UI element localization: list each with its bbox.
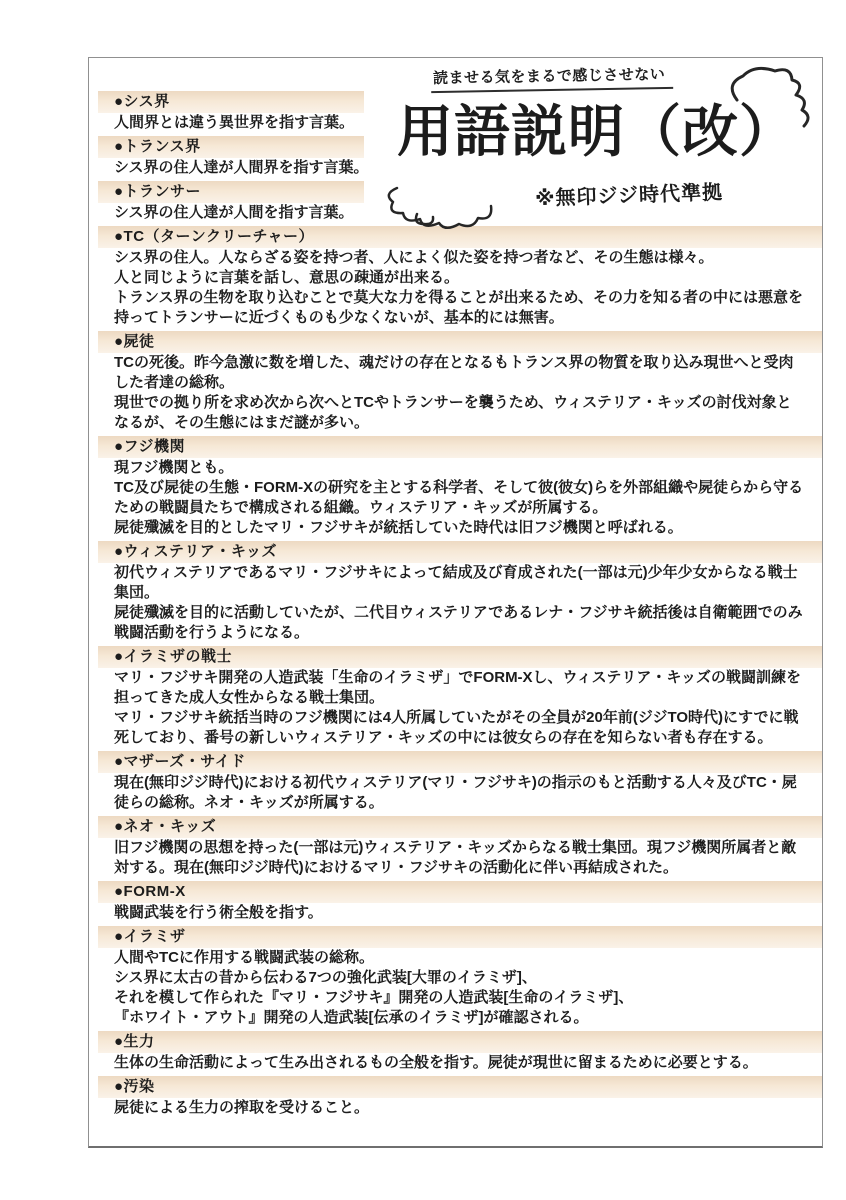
definition-line: 『ホワイト・アウト』開発の人造武装[伝承のイラミザ]が確認される。 [114,1009,589,1026]
term-header: ●シス界 [98,91,364,113]
definition-line: 持ってトランサーに近づくものも少なくないが、基本的には無害。 [114,309,564,326]
term-header: ●ネオ・キッズ [98,816,822,838]
title-tagline: 読ませる気をまるで感じさせない [431,63,674,93]
term-header: ●汚染 [98,1076,822,1098]
definition-line: 人間やTCに作用する戦闘武装の総称。 [114,949,374,966]
definition-line: なるが、その生態にはまだ謎が多い。 [114,414,370,431]
page-title: 用語説明（改） [397,100,796,163]
glossary-list [98,91,822,1121]
definition-line: 生体の生命活動によって生み出されるもの全般を指す。屍徒が現世に留まるために必要とする。 [114,1054,758,1071]
glossary-entry [98,816,822,878]
page-frame [88,57,823,1148]
definition-line: 戦闘活動を行うようになる。 [114,624,310,641]
definition-line: TC及び屍徒の生態・FORM-Xの研究を主とする科学者、そして彼(彼女)らを外部組織や屍徒らから守る [114,479,804,496]
definition-line: マリ・フジサキ開発の人造武装「生命のイラミザ」でFORM-Xし、ウィステリア・キッズの戦闘訓練を [114,669,802,686]
term-header: ●生力 [98,1031,822,1053]
title-note: ※無印ジジ時代準拠 [534,181,724,211]
term-header: ●イラミザ [98,926,822,948]
definition-line: 戦闘武装を行う術全般を指す。 [114,904,323,921]
definition-line: 屍徒殲滅を目的としたマリ・フジサキが統括していた時代は旧フジ機関と呼ばれる。 [114,519,683,536]
definition-line: シス界の住人。人ならざる姿を持つ者、人によく似た姿を持つ者など、その生態は様々。 [114,249,714,266]
definition-line: 対する。現在(無印ジジ時代)におけるマリ・フジサキの活動化に伴い再結成された。 [114,859,679,876]
definition-line: 現在(無印ジジ時代)における初代ウィステリア(マリ・フジサキ)の指示のもと活動する人々及びTC・屍 [114,774,797,791]
definition-line: トランス界の生物を取り込むことで莫大な力を得ることが出来るため、その力を知る者の中には悪意を [114,289,803,306]
definition-line: 徒らの総称。ネオ・キッズが所属する。 [114,794,384,811]
definition-line: 人と同じように言葉を話し、意思の疎通が出来る。 [114,269,460,286]
definition-line: マリ・フジサキ統括当時のフジ機関には4人所属していたがその全員が20年前(ジジTO時代)にすでに戦 [114,709,799,726]
definition-line: した者達の総称。 [114,374,235,391]
glossary-entry [98,541,822,643]
definition-line: ための戦闘員たちで構成される組織。ウィステリア・キッズが所属する。 [114,499,608,516]
definition-line: 人間界とは違う異世界を指す言葉。 [114,114,355,131]
definition-line: 屍徒による生力の搾取を受けること。 [114,1099,370,1116]
term-header: ●トランサー [98,181,364,203]
glossary-entry [98,91,822,133]
term-header: ●マザーズ・サイド [98,751,822,773]
definition-line: 現フジ機関とも。 [114,459,234,476]
glossary-entry [98,136,822,178]
glossary-entry [98,1031,822,1073]
glossary-entry [98,881,822,923]
definition-line: 現世での拠り所を求め次から次へとTCやトランサーを襲うため、ウィステリア・キッズの討伐対象と [114,394,792,411]
term-header: ●イラミザの戦士 [98,646,822,668]
term-header: ●トランス界 [98,136,364,158]
definition-line: 屍徒殲滅を目的に活動していたが、二代目ウィステリアであるレナ・フジサキ統括後は自衛範囲でのみ [114,604,803,621]
glossary-entry [98,331,822,433]
definition-line: それを模して作られた『マリ・フジサキ』開発の人造武装[生命のイラミザ]、 [114,989,634,1006]
term-header: ●屍徒 [98,331,822,353]
definition-line: 担ってきた成人女性からなる戦士集団。 [114,689,385,706]
glossary-entry [98,926,822,1028]
term-header: ●ウィステリア・キッズ [98,541,822,563]
definition-line: TCの死後。昨今急激に数を増した、魂だけの存在となるもトランス界の物質を取り込み現世へと受肉 [114,354,794,371]
definition-line: シス界の住人達が人間を指す言葉。 [114,204,354,221]
glossary-entry [98,646,822,748]
definition-line: 旧フジ機関の思想を持った(一部は元)ウィステリア・キッズからなる戦士集団。現フジ機関所属者と敵 [114,839,797,856]
definition-line: 死しており、番号の新しいウィステリア・キッズの中には彼女らの存在を知らない者も存在する。 [114,729,773,746]
definition-line: シス界の住人達が人間界を指す言葉。 [114,159,369,176]
glossary-entry [98,751,822,813]
glossary-entry [98,1076,822,1118]
term-header: ●フジ機関 [98,436,822,458]
term-header: ●TC（ターンクリーチャー） [98,226,822,248]
glossary-entry [98,181,822,223]
term-header: ●FORM-X [98,881,822,903]
definition-line: 初代ウィステリアであるマリ・フジサキによって結成及び育成された(一部は元)少年少女からなる戦士 [114,564,798,581]
definition-line: 集団。 [114,584,160,601]
glossary-entry [98,226,822,328]
glossary-entry [98,436,822,538]
definition-line: シス界に太古の昔から伝わる7つの強化武装[大罪のイラミザ]、 [114,969,537,986]
